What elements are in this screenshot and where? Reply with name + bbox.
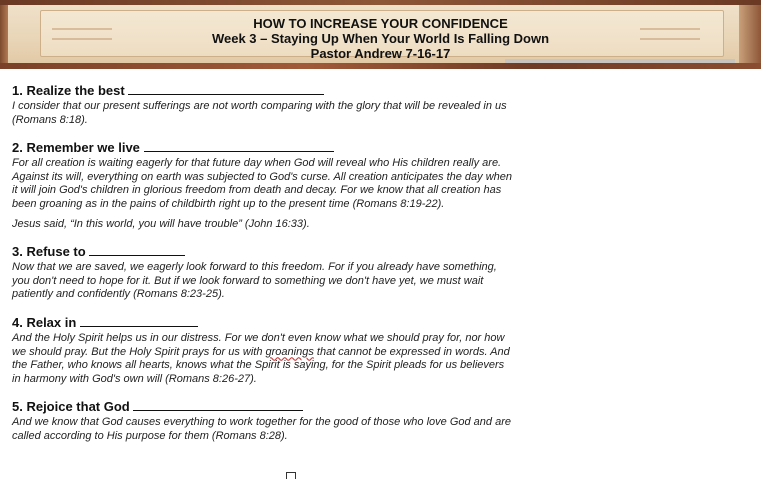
header-text <box>0 16 761 61</box>
point-title <box>12 82 512 99</box>
verse-text: Now that we are saved, we eagerly look forward to this freedom. For if you already have something, you don't need to hope for it. But if we look forward to something we don't have yet, we must wait patiently and confidently (Romans 8:23-25). <box>12 261 497 301</box>
fill-in-blank <box>133 398 303 411</box>
fill-in-blank <box>80 314 198 327</box>
page-subtitle: Week 3 – Staying Up When Your World Is Falling Down <box>211 31 550 46</box>
point-4 <box>12 314 512 386</box>
point-title-text: 5. Rejoice that God <box>12 399 130 415</box>
verse-text: I consider that our present sufferings are not worth comparing with the glory that will be revealed in us (Romans 8:18). <box>12 100 507 126</box>
page-title: HOW TO INCREASE YOUR CONFIDENCE <box>253 16 508 31</box>
point-title <box>12 139 512 156</box>
fill-in-blank <box>128 82 324 95</box>
point-title-text: 4. Relax in <box>12 314 77 330</box>
fill-in-blank <box>144 139 334 152</box>
fill-in-blank <box>89 243 185 256</box>
point-3 <box>12 243 512 302</box>
verse-text-end: that cannot be expressed in words. And the Father, who knows all hearts, knows what the Spirit is saying, for the Spirit pleads for us believers in harmony with God's own will (Romans 8:26-27). <box>12 345 510 385</box>
point-1 <box>12 82 512 127</box>
point-title-text: 3. Refuse to <box>12 244 86 260</box>
point-title-text: 2. Remember we live <box>12 140 140 156</box>
point-title <box>12 243 512 260</box>
point-5 <box>12 398 512 443</box>
point-title <box>12 314 512 331</box>
verse-text-start: And the Holy Spirit helps us in our distress. For we don't even know what we should pray for, nor how we should pray. But the Holy Spirit prays for us with <box>12 331 505 358</box>
banner-top-border <box>0 0 761 5</box>
banner-bottom-border <box>0 63 761 69</box>
sermon-notes <box>12 82 512 456</box>
verse-note: Jesus said, “In this world, you will have trouble” (John 16:33). <box>12 217 310 230</box>
point-title-text: 1. Realize the best <box>12 83 125 98</box>
pastor-line: Pastor Andrew 7-16-17 <box>310 46 451 61</box>
verse-text: For all creation is waiting eagerly for that future day when God will reveal who His children really are. Against its will, everything on earth was subjected to God's curse. All creation anticipates the day when it will join God's children in glorious freedom from death and decay. For we know that all creation has been groaning as in the pains of childbirth right up to the present time (Romans 8:19-22). <box>12 157 513 210</box>
point-2 <box>12 139 512 231</box>
point-title <box>12 398 512 415</box>
verse-text <box>12 332 512 386</box>
text-cursor-icon <box>286 472 296 479</box>
spellcheck-marked-word[interactable]: groanings <box>265 345 314 358</box>
verse-text: And we know that God causes everything to work together for the good of those who love God and are called according to His purpose for them (Romans 8:28). <box>12 416 511 442</box>
